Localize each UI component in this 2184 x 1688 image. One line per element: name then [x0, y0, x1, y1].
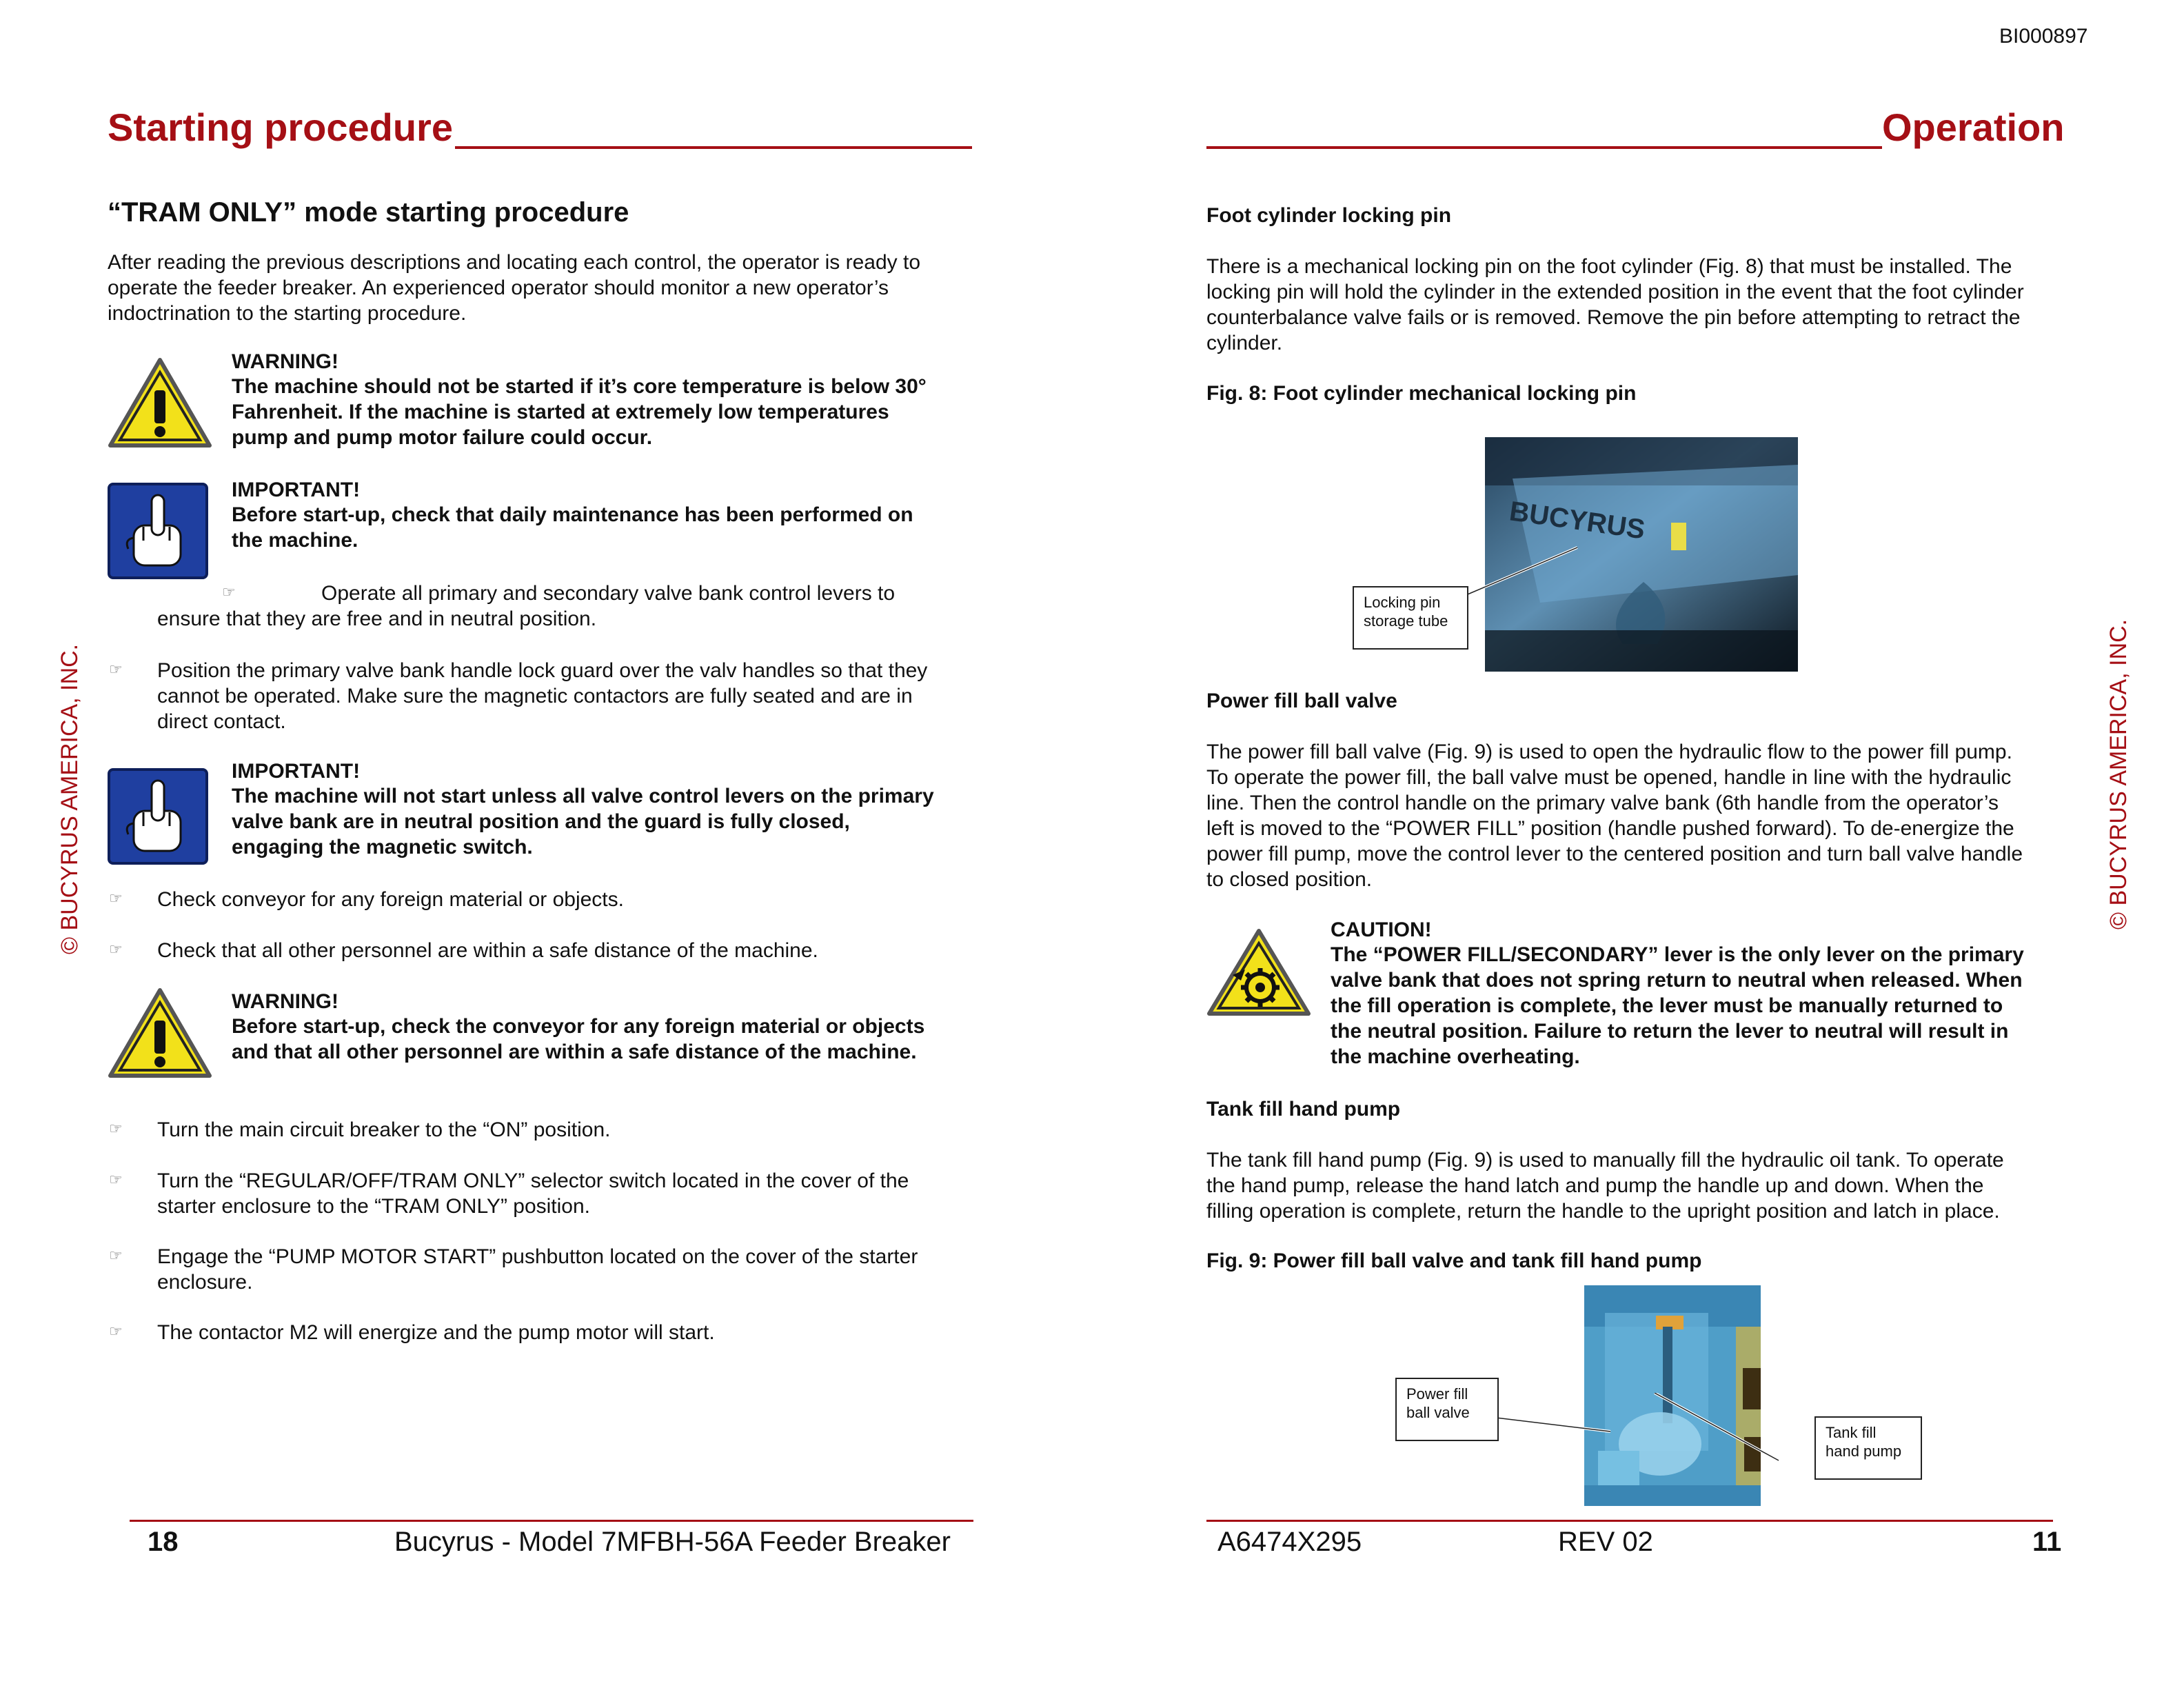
step-check-conveyor: Check conveyor for any foreign material or objects. — [157, 888, 624, 911]
right-footer-rule — [1206, 1520, 2053, 1522]
right-title-rule — [1206, 146, 1882, 149]
power-fill-valve-callout: Power fill ball valve — [1395, 1378, 1499, 1441]
left-copyright-sidebar: © BUCYRUS AMERICA, INC. — [57, 643, 83, 954]
tank-fill-pump-callout: Tank fill hand pump — [1814, 1416, 1922, 1480]
foot-pin-heading: Foot cylinder locking pin — [1206, 204, 1452, 227]
left-page-number: 18 — [148, 1527, 179, 1557]
warning-notice-2: WARNING! Before start-up, check the conveyor for any foreign material or objects and that all other personnel are within a safe distance of the machine. — [232, 990, 925, 1063]
right-section-title: Operation — [1882, 106, 2065, 149]
caution-notice: CAUTION! The “POWER FILL/SECONDARY” lever is the only lever on the primary valve bank that does not spring return to neutral when released. When the fill operation is complete, the lever must be manually returned to the neutral position. Failure to return the lever to neutral will result in the machine overheating. — [1331, 918, 2024, 1068]
power-fill-heading: Power fill ball valve — [1206, 690, 1397, 712]
important-notice-1: IMPORTANT! Before start-up, check that daily maintenance has been performed on the machine. — [232, 479, 913, 552]
right-footer-revision: REV 02 — [1558, 1527, 1653, 1557]
pointing-hand-icon — [108, 768, 208, 865]
tank-pump-paragraph: The tank fill hand pump (Fig. 9) is used to manually fill the hydraulic oil tank. To operate the hand pump, release the hand latch and pump the handle up and down. When the filling operation is complete, return the handle to the upright position and latch in place. — [1206, 1149, 2004, 1223]
warning-triangle-icon — [106, 356, 214, 450]
pointing-finger-icon: ☞ — [109, 1247, 123, 1264]
fig8-caption: Fig. 8: Foot cylinder mechanical locking pin — [1206, 382, 1637, 405]
step-pump-motor-start: Engage the “PUMP MOTOR START” pushbutton located on the cover of the starter enclosure. — [157, 1245, 918, 1294]
right-page-number: 11 — [2032, 1527, 2062, 1557]
pointing-finger-icon: ☞ — [109, 1323, 123, 1340]
step-circuit-breaker: Turn the main circuit breaker to the “ON” position. — [157, 1118, 611, 1141]
warning-notice-1: WARNING! The machine should not be started if it’s core temperature is below 30° Fahrenheit. If the machine is started at extremely low temperatures pump and pump motor failure could occur. — [232, 350, 927, 449]
locking-pin-callout: Locking pin storage tube — [1353, 586, 1468, 650]
pointing-finger-icon: ☞ — [109, 1171, 123, 1188]
document-id: BI000897 — [1999, 25, 2088, 48]
right-copyright-sidebar: © BUCYRUS AMERICA, INC. — [2105, 619, 2132, 930]
step-operate-levers-line-1: Operate all primary and secondary valve bank control levers to — [321, 582, 896, 605]
fig9-caption: Fig. 9: Power fill ball valve and tank fill hand pump — [1206, 1249, 1702, 1272]
step-selector-switch: Turn the “REGULAR/OFF/TRAM ONLY” selector switch located in the cover of the starter enclosure to the “TRAM ONLY” position. — [157, 1169, 909, 1218]
tram-only-heading: “TRAM ONLY” mode starting procedure — [108, 197, 629, 228]
fig9-leader-lines — [1489, 1393, 1792, 1489]
step-contactor-energize: The contactor M2 will energize and the pump motor will start. — [157, 1321, 715, 1344]
photo-bucyrus-text: BUCYRUS — [1507, 496, 1647, 545]
fig8-leader-line — [1462, 538, 1586, 600]
important-notice-2: IMPORTANT! The machine will not start unless all valve control levers on the primary valve bank are in neutral position and the guard is fully closed, engaging the magnetic switch. — [232, 760, 934, 858]
pointing-hand-icon — [108, 483, 208, 579]
tank-pump-heading: Tank fill hand pump — [1206, 1098, 1401, 1121]
foot-pin-paragraph: There is a mechanical locking pin on the foot cylinder (Fig. 8) that must be installed. The locking pin will hold the cylinder in the extended position in the event that the foot cylinder counterbalance valve fails or is removed. Remove the pin before attempting to retract the cylinder. — [1206, 255, 2024, 354]
power-fill-paragraph: The power fill ball valve (Fig. 9) is used to open the hydraulic flow to the power fill pump. To operate the power fill, the ball valve must be opened, handle in line with the hydraulic line. Then the control handle on the primary valve bank (6th handle from the operator’s left is moved to the “POWER FILL” position (handle pushed forward). To de-energize the power fill pump, move the control lever to the centered position and turn ball valve handle to closed position. — [1206, 741, 2023, 891]
intro-paragraph: After reading the previous descriptions and locating each control, the operator is ready to operate the feeder breaker. An experienced operator should monitor a new operator’s indoctrination to the starting procedure. — [108, 251, 921, 325]
pointing-finger-icon: ☞ — [109, 941, 123, 958]
left-section-title: Starting procedure — [108, 106, 453, 149]
right-footer-part-number: A6474X295 — [1217, 1527, 1362, 1557]
warning-triangle-icon — [106, 986, 214, 1080]
pointing-finger-icon: ☞ — [109, 661, 123, 678]
caution-gear-triangle-icon — [1205, 927, 1313, 1018]
left-footer-title: Bucyrus - Model 7MFBH-56A Feeder Breaker — [394, 1527, 951, 1557]
pointing-finger-icon: ☞ — [222, 583, 236, 601]
left-footer-rule — [130, 1520, 973, 1522]
pointing-finger-icon: ☞ — [109, 1120, 123, 1137]
left-title-rule — [455, 146, 972, 149]
pointing-finger-icon: ☞ — [109, 890, 123, 907]
step-position-guard: Position the primary valve bank handle lock guard over the valv handles so that they cannot be operated. Make sure the magnetic contactors are fully seated and are in direct contact. — [157, 659, 928, 733]
step-check-personnel: Check that all other personnel are within a safe distance of the machine. — [157, 939, 818, 962]
step-operate-levers-line-2: ensure that they are free and in neutral position. — [157, 607, 597, 630]
